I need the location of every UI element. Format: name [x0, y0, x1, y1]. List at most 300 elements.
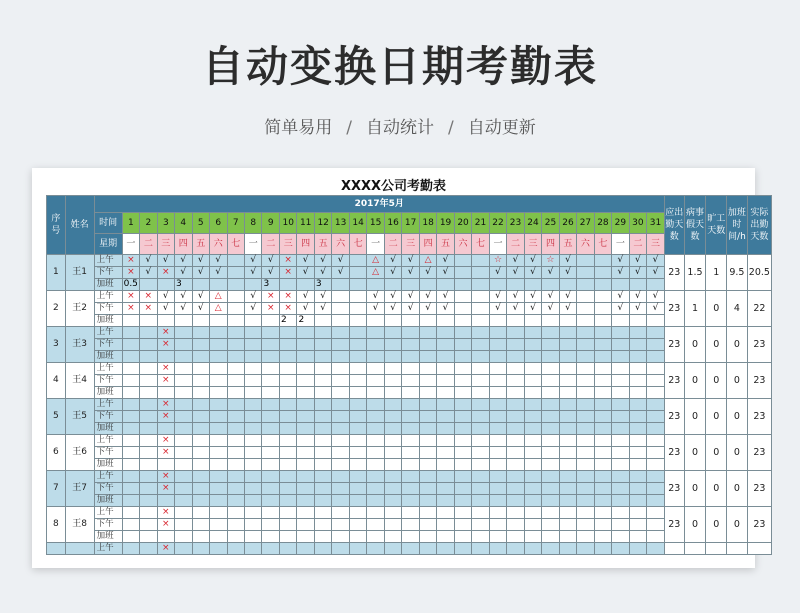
attendance-cell[interactable] — [612, 411, 629, 423]
attendance-mark-cell[interactable] — [244, 267, 261, 279]
attendance-cell[interactable] — [210, 543, 227, 555]
employee-name[interactable]: 王4 — [65, 363, 94, 399]
attendance-mark-cell[interactable] — [507, 267, 524, 279]
attendance-cell[interactable] — [332, 327, 349, 339]
attendance-cell[interactable] — [122, 375, 139, 387]
attendance-cell[interactable] — [140, 519, 157, 531]
attendance-cell[interactable] — [542, 423, 559, 435]
attendance-cell[interactable] — [175, 447, 192, 459]
attendance-cell[interactable] — [384, 423, 401, 435]
attendance-cell[interactable] — [332, 519, 349, 531]
attendance-cell[interactable] — [559, 339, 576, 351]
attendance-mark-cell[interactable] — [244, 255, 261, 267]
attendance-cell[interactable] — [192, 363, 209, 375]
attendance-cell[interactable] — [629, 375, 646, 387]
attendance-cell[interactable] — [384, 339, 401, 351]
attendance-mark-cell[interactable] — [524, 303, 541, 315]
overtime-cell[interactable]: 3 — [175, 279, 192, 291]
attendance-cell[interactable] — [192, 507, 209, 519]
attendance-cell[interactable] — [647, 363, 665, 375]
attendance-cell[interactable] — [227, 279, 244, 291]
attendance-cell[interactable] — [244, 531, 261, 543]
attendance-mark-cell[interactable] — [612, 303, 629, 315]
attendance-cell[interactable] — [454, 543, 471, 555]
attendance-mark-cell[interactable] — [157, 291, 174, 303]
attendance-cell[interactable] — [367, 315, 384, 327]
attendance-cell[interactable] — [577, 543, 594, 555]
attendance-cell[interactable] — [140, 483, 157, 495]
attendance-cell[interactable] — [594, 411, 611, 423]
attendance-cell[interactable] — [175, 315, 192, 327]
attendance-cell[interactable] — [594, 543, 611, 555]
attendance-cell[interactable] — [612, 399, 629, 411]
attendance-mark-cell[interactable] — [314, 303, 331, 315]
attendance-cell[interactable] — [314, 423, 331, 435]
attendance-cell[interactable] — [507, 363, 524, 375]
attendance-cell[interactable] — [349, 255, 366, 267]
attendance-mark-cell[interactable] — [157, 327, 174, 339]
attendance-mark-cell[interactable] — [437, 303, 454, 315]
attendance-mark-cell[interactable] — [507, 255, 524, 267]
attendance-cell[interactable] — [437, 411, 454, 423]
attendance-cell[interactable] — [297, 399, 314, 411]
attendance-mark-cell[interactable] — [157, 363, 174, 375]
attendance-cell[interactable] — [384, 387, 401, 399]
attendance-cell[interactable] — [122, 435, 139, 447]
attendance-cell[interactable] — [594, 303, 611, 315]
attendance-cell[interactable] — [210, 411, 227, 423]
attendance-cell[interactable] — [122, 339, 139, 351]
attendance-cell[interactable] — [279, 363, 296, 375]
attendance-cell[interactable] — [577, 375, 594, 387]
attendance-cell[interactable] — [262, 447, 279, 459]
attendance-cell[interactable] — [314, 363, 331, 375]
attendance-cell[interactable] — [542, 435, 559, 447]
attendance-cell[interactable] — [559, 483, 576, 495]
attendance-cell[interactable] — [454, 411, 471, 423]
attendance-cell[interactable] — [297, 459, 314, 471]
attendance-cell[interactable] — [227, 399, 244, 411]
attendance-cell[interactable] — [210, 327, 227, 339]
attendance-cell[interactable] — [402, 543, 419, 555]
attendance-cell[interactable] — [227, 531, 244, 543]
attendance-cell[interactable] — [577, 531, 594, 543]
attendance-cell[interactable] — [524, 411, 541, 423]
attendance-cell[interactable] — [559, 459, 576, 471]
attendance-cell[interactable] — [122, 387, 139, 399]
attendance-cell[interactable] — [559, 363, 576, 375]
attendance-mark-cell[interactable] — [367, 291, 384, 303]
attendance-cell[interactable] — [402, 435, 419, 447]
attendance-cell[interactable] — [629, 447, 646, 459]
attendance-cell[interactable] — [472, 303, 489, 315]
attendance-cell[interactable] — [489, 519, 506, 531]
attendance-cell[interactable] — [332, 543, 349, 555]
attendance-mark-cell[interactable] — [157, 543, 174, 555]
attendance-cell[interactable] — [262, 411, 279, 423]
attendance-cell[interactable] — [175, 543, 192, 555]
attendance-cell[interactable] — [577, 315, 594, 327]
attendance-cell[interactable] — [402, 423, 419, 435]
attendance-cell[interactable] — [140, 531, 157, 543]
attendance-cell[interactable] — [210, 339, 227, 351]
attendance-cell[interactable] — [472, 339, 489, 351]
attendance-cell[interactable] — [175, 327, 192, 339]
attendance-cell[interactable] — [349, 339, 366, 351]
attendance-cell[interactable] — [192, 495, 209, 507]
attendance-cell[interactable] — [507, 447, 524, 459]
attendance-cell[interactable] — [647, 459, 665, 471]
attendance-cell[interactable] — [314, 315, 331, 327]
attendance-cell[interactable] — [437, 519, 454, 531]
attendance-cell[interactable] — [542, 387, 559, 399]
attendance-cell[interactable] — [577, 411, 594, 423]
attendance-cell[interactable] — [542, 351, 559, 363]
attendance-cell[interactable] — [349, 435, 366, 447]
attendance-cell[interactable] — [647, 543, 665, 555]
attendance-cell[interactable] — [140, 315, 157, 327]
attendance-cell[interactable] — [244, 471, 261, 483]
attendance-cell[interactable] — [559, 387, 576, 399]
attendance-cell[interactable] — [367, 459, 384, 471]
attendance-mark-cell[interactable] — [157, 339, 174, 351]
attendance-cell[interactable] — [122, 531, 139, 543]
attendance-cell[interactable] — [367, 411, 384, 423]
attendance-cell[interactable] — [594, 351, 611, 363]
attendance-cell[interactable] — [192, 459, 209, 471]
attendance-cell[interactable] — [612, 531, 629, 543]
attendance-cell[interactable] — [594, 291, 611, 303]
attendance-cell[interactable] — [244, 279, 261, 291]
attendance-mark-cell[interactable] — [140, 255, 157, 267]
attendance-cell[interactable] — [577, 447, 594, 459]
attendance-cell[interactable] — [262, 483, 279, 495]
attendance-mark-cell[interactable] — [192, 291, 209, 303]
attendance-cell[interactable] — [332, 363, 349, 375]
attendance-cell[interactable] — [402, 279, 419, 291]
attendance-cell[interactable] — [437, 375, 454, 387]
attendance-cell[interactable] — [402, 351, 419, 363]
attendance-cell[interactable] — [507, 435, 524, 447]
attendance-cell[interactable] — [419, 423, 436, 435]
overtime-cell[interactable]: 3 — [262, 279, 279, 291]
attendance-cell[interactable] — [419, 315, 436, 327]
attendance-cell[interactable] — [210, 495, 227, 507]
attendance-cell[interactable] — [140, 447, 157, 459]
attendance-cell[interactable] — [629, 459, 646, 471]
attendance-mark-cell[interactable] — [157, 507, 174, 519]
attendance-cell[interactable] — [489, 315, 506, 327]
attendance-cell[interactable] — [402, 411, 419, 423]
attendance-mark-cell[interactable] — [157, 519, 174, 531]
attendance-mark-cell[interactable] — [175, 291, 192, 303]
attendance-cell[interactable] — [402, 315, 419, 327]
attendance-cell[interactable] — [507, 507, 524, 519]
attendance-mark-cell[interactable] — [175, 267, 192, 279]
attendance-cell[interactable] — [332, 435, 349, 447]
attendance-cell[interactable] — [594, 387, 611, 399]
attendance-cell[interactable] — [524, 363, 541, 375]
attendance-cell[interactable] — [419, 519, 436, 531]
attendance-mark-cell[interactable] — [122, 255, 139, 267]
attendance-cell[interactable] — [157, 279, 174, 291]
attendance-cell[interactable] — [227, 459, 244, 471]
attendance-cell[interactable] — [192, 483, 209, 495]
attendance-cell[interactable] — [559, 471, 576, 483]
attendance-mark-cell[interactable] — [262, 255, 279, 267]
attendance-cell[interactable] — [454, 435, 471, 447]
attendance-cell[interactable] — [437, 279, 454, 291]
attendance-cell[interactable] — [507, 495, 524, 507]
attendance-cell[interactable] — [524, 447, 541, 459]
attendance-cell[interactable] — [140, 495, 157, 507]
attendance-cell[interactable] — [349, 267, 366, 279]
attendance-mark-cell[interactable] — [262, 267, 279, 279]
attendance-cell[interactable] — [140, 435, 157, 447]
attendance-cell[interactable] — [279, 411, 296, 423]
attendance-cell[interactable] — [437, 531, 454, 543]
attendance-cell[interactable] — [594, 507, 611, 519]
attendance-cell[interactable] — [349, 495, 366, 507]
attendance-cell[interactable] — [454, 423, 471, 435]
attendance-cell[interactable] — [367, 435, 384, 447]
attendance-cell[interactable] — [402, 483, 419, 495]
attendance-mark-cell[interactable] — [367, 267, 384, 279]
attendance-cell[interactable] — [437, 459, 454, 471]
attendance-cell[interactable] — [454, 363, 471, 375]
attendance-cell[interactable] — [349, 327, 366, 339]
attendance-cell[interactable] — [332, 339, 349, 351]
attendance-cell[interactable] — [629, 411, 646, 423]
attendance-cell[interactable] — [175, 519, 192, 531]
attendance-cell[interactable] — [542, 279, 559, 291]
attendance-mark-cell[interactable] — [629, 291, 646, 303]
attendance-cell[interactable] — [349, 531, 366, 543]
attendance-cell[interactable] — [594, 363, 611, 375]
attendance-cell[interactable] — [384, 507, 401, 519]
attendance-cell[interactable] — [384, 519, 401, 531]
attendance-cell[interactable] — [297, 531, 314, 543]
attendance-cell[interactable] — [472, 351, 489, 363]
attendance-cell[interactable] — [647, 351, 665, 363]
attendance-mark-cell[interactable] — [157, 303, 174, 315]
attendance-cell[interactable] — [612, 375, 629, 387]
attendance-cell[interactable] — [262, 423, 279, 435]
attendance-cell[interactable] — [419, 459, 436, 471]
attendance-cell[interactable] — [402, 339, 419, 351]
attendance-cell[interactable] — [559, 423, 576, 435]
attendance-cell[interactable] — [227, 471, 244, 483]
attendance-cell[interactable] — [279, 447, 296, 459]
attendance-cell[interactable] — [437, 435, 454, 447]
attendance-cell[interactable] — [332, 399, 349, 411]
attendance-cell[interactable] — [489, 483, 506, 495]
attendance-cell[interactable] — [349, 399, 366, 411]
attendance-cell[interactable] — [297, 375, 314, 387]
attendance-cell[interactable] — [419, 387, 436, 399]
attendance-cell[interactable] — [647, 279, 665, 291]
attendance-mark-cell[interactable] — [210, 255, 227, 267]
attendance-cell[interactable] — [612, 447, 629, 459]
attendance-cell[interactable] — [472, 531, 489, 543]
attendance-cell[interactable] — [612, 471, 629, 483]
attendance-cell[interactable] — [192, 351, 209, 363]
attendance-cell[interactable] — [279, 339, 296, 351]
attendance-cell[interactable] — [210, 363, 227, 375]
attendance-mark-cell[interactable] — [157, 375, 174, 387]
attendance-cell[interactable] — [279, 543, 296, 555]
employee-name[interactable]: 王3 — [65, 327, 94, 363]
attendance-cell[interactable] — [262, 327, 279, 339]
attendance-cell[interactable] — [332, 351, 349, 363]
attendance-cell[interactable] — [244, 507, 261, 519]
attendance-mark-cell[interactable] — [384, 303, 401, 315]
attendance-cell[interactable] — [157, 315, 174, 327]
attendance-cell[interactable] — [367, 327, 384, 339]
attendance-cell[interactable] — [244, 435, 261, 447]
attendance-cell[interactable] — [647, 399, 665, 411]
attendance-cell[interactable] — [559, 327, 576, 339]
attendance-cell[interactable] — [244, 339, 261, 351]
attendance-cell[interactable] — [419, 339, 436, 351]
attendance-cell[interactable] — [419, 483, 436, 495]
attendance-cell[interactable] — [507, 543, 524, 555]
overtime-cell[interactable]: 2 — [297, 315, 314, 327]
attendance-mark-cell[interactable] — [402, 255, 419, 267]
attendance-cell[interactable] — [437, 447, 454, 459]
attendance-cell[interactable] — [157, 531, 174, 543]
attendance-cell[interactable] — [472, 399, 489, 411]
attendance-cell[interactable] — [629, 543, 646, 555]
attendance-cell[interactable] — [629, 315, 646, 327]
attendance-cell[interactable] — [244, 351, 261, 363]
attendance-cell[interactable] — [647, 387, 665, 399]
attendance-cell[interactable] — [489, 543, 506, 555]
attendance-cell[interactable] — [332, 291, 349, 303]
attendance-cell[interactable] — [122, 351, 139, 363]
attendance-mark-cell[interactable] — [157, 447, 174, 459]
attendance-cell[interactable] — [279, 471, 296, 483]
attendance-cell[interactable] — [244, 375, 261, 387]
attendance-mark-cell[interactable] — [542, 255, 559, 267]
employee-name[interactable]: 王8 — [65, 507, 94, 543]
attendance-cell[interactable] — [314, 519, 331, 531]
attendance-cell[interactable] — [279, 423, 296, 435]
attendance-cell[interactable] — [140, 279, 157, 291]
attendance-cell[interactable] — [419, 375, 436, 387]
attendance-cell[interactable] — [437, 339, 454, 351]
attendance-cell[interactable] — [122, 423, 139, 435]
attendance-cell[interactable] — [227, 411, 244, 423]
attendance-cell[interactable] — [629, 519, 646, 531]
attendance-cell[interactable] — [297, 483, 314, 495]
attendance-cell[interactable] — [594, 399, 611, 411]
attendance-cell[interactable] — [454, 531, 471, 543]
attendance-mark-cell[interactable] — [402, 291, 419, 303]
attendance-cell[interactable] — [140, 363, 157, 375]
attendance-mark-cell[interactable] — [489, 303, 506, 315]
attendance-cell[interactable] — [297, 339, 314, 351]
attendance-cell[interactable] — [314, 459, 331, 471]
attendance-cell[interactable] — [472, 279, 489, 291]
attendance-cell[interactable] — [332, 411, 349, 423]
attendance-cell[interactable] — [332, 279, 349, 291]
attendance-mark-cell[interactable] — [157, 267, 174, 279]
attendance-cell[interactable] — [612, 339, 629, 351]
attendance-cell[interactable] — [524, 495, 541, 507]
attendance-cell[interactable] — [384, 447, 401, 459]
attendance-cell[interactable] — [419, 435, 436, 447]
attendance-cell[interactable] — [192, 387, 209, 399]
attendance-mark-cell[interactable] — [157, 411, 174, 423]
attendance-cell[interactable] — [542, 315, 559, 327]
attendance-cell[interactable] — [507, 531, 524, 543]
attendance-cell[interactable] — [175, 411, 192, 423]
attendance-mark-cell[interactable] — [437, 267, 454, 279]
attendance-cell[interactable] — [489, 507, 506, 519]
attendance-cell[interactable] — [244, 459, 261, 471]
attendance-cell[interactable] — [279, 279, 296, 291]
attendance-cell[interactable] — [612, 351, 629, 363]
attendance-cell[interactable] — [594, 471, 611, 483]
attendance-cell[interactable] — [122, 543, 139, 555]
attendance-cell[interactable] — [332, 423, 349, 435]
attendance-cell[interactable] — [489, 435, 506, 447]
attendance-cell[interactable] — [629, 507, 646, 519]
attendance-cell[interactable] — [577, 267, 594, 279]
attendance-cell[interactable] — [332, 447, 349, 459]
attendance-cell[interactable] — [262, 471, 279, 483]
attendance-cell[interactable] — [524, 327, 541, 339]
attendance-cell[interactable] — [262, 315, 279, 327]
attendance-cell[interactable] — [419, 351, 436, 363]
attendance-cell[interactable] — [542, 363, 559, 375]
attendance-cell[interactable] — [297, 387, 314, 399]
attendance-cell[interactable] — [419, 411, 436, 423]
overtime-cell[interactable]: 2 — [279, 315, 296, 327]
attendance-cell[interactable] — [402, 447, 419, 459]
attendance-mark-cell[interactable] — [524, 267, 541, 279]
attendance-cell[interactable] — [122, 495, 139, 507]
attendance-cell[interactable] — [594, 459, 611, 471]
attendance-cell[interactable] — [367, 279, 384, 291]
attendance-cell[interactable] — [332, 387, 349, 399]
attendance-mark-cell[interactable] — [192, 267, 209, 279]
attendance-cell[interactable] — [577, 279, 594, 291]
attendance-cell[interactable] — [594, 423, 611, 435]
attendance-cell[interactable] — [454, 519, 471, 531]
attendance-cell[interactable] — [192, 471, 209, 483]
attendance-cell[interactable] — [244, 363, 261, 375]
attendance-mark-cell[interactable] — [437, 255, 454, 267]
attendance-cell[interactable] — [629, 387, 646, 399]
attendance-cell[interactable] — [175, 483, 192, 495]
attendance-cell[interactable] — [559, 435, 576, 447]
attendance-cell[interactable] — [175, 363, 192, 375]
attendance-cell[interactable] — [192, 543, 209, 555]
attendance-mark-cell[interactable] — [140, 291, 157, 303]
attendance-cell[interactable] — [472, 315, 489, 327]
attendance-cell[interactable] — [349, 459, 366, 471]
attendance-cell[interactable] — [489, 447, 506, 459]
attendance-cell[interactable] — [227, 519, 244, 531]
attendance-cell[interactable] — [629, 279, 646, 291]
attendance-mark-cell[interactable] — [524, 291, 541, 303]
attendance-cell[interactable] — [437, 327, 454, 339]
attendance-cell[interactable] — [279, 519, 296, 531]
attendance-cell[interactable] — [122, 447, 139, 459]
attendance-cell[interactable] — [349, 483, 366, 495]
